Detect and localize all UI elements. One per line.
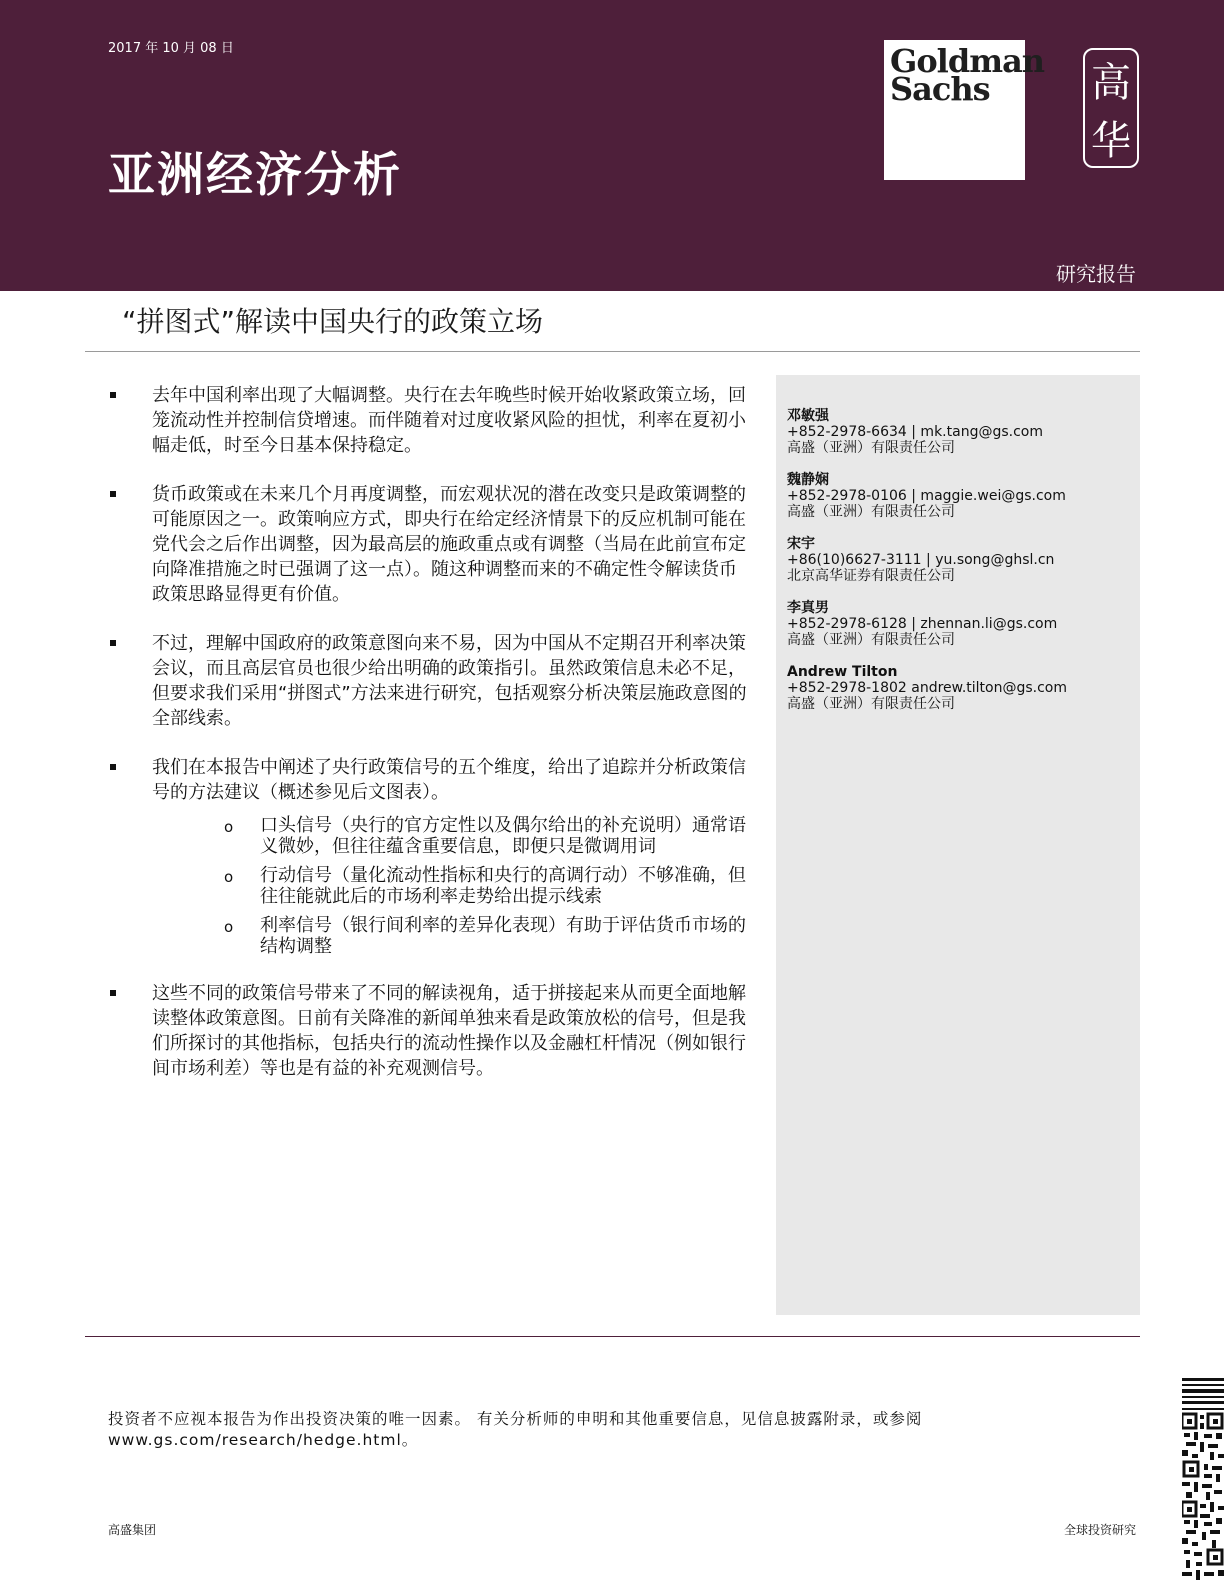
analyst-phone-email[interactable]: +852-2978-6634 | mk.tang@gs.com — [787, 424, 1043, 440]
analyst-company: 高盛（亚洲）有限责任公司 — [787, 696, 955, 712]
disclaimer-text: 投资者不应视本报告为作出投资决策的唯一因素。 有关分析师的申明和其他重要信息，见信息披露附录，或参阅www.gs.com/research/hedge.html。 — [108, 1410, 923, 1449]
analyst-name: 宋宇 — [787, 536, 815, 552]
bullet-square-icon — [110, 392, 116, 398]
circle-bullet-icon: o — [224, 818, 234, 836]
sub-bullet-text: 口头信号（央行的官方定性以及偶尔给出的补充说明）通常语义微妙，但往往蕴含重要信息，即便只是微调用词 — [260, 815, 746, 857]
analyst-phone-email[interactable]: +852-2978-0106 | maggie.wei@gs.com — [787, 488, 1066, 504]
bullet-square-icon — [110, 640, 116, 646]
seal-char-1: 高 — [1091, 59, 1131, 106]
bullet-text: 货币政策或在未来几个月再度调整，而宏观状况的潜在改变只是政策调整的可能原因之一。政策响应方式，即央行在给定经济情景下的反应机制可能在党代会之后作出调整，因为最高层的施政重点或有调整（当局在此前宣布定向降准措施之时已强调了这一点）。随这种调整而来的不确定性令解读货币政策思路显得更有价值。 — [152, 484, 746, 605]
footer-division: 全球投资研究 — [1063, 1523, 1136, 1537]
bullet-text: 不过，理解中国政府的政策意图向来不易，因为中国从不定期召开利率决策会议，而且高层官员也很少给出明确的政策指引。虽然政策信息未必不足，但要求我们采用“拼图式”方法来进行研究，包括观察分析决策层施政意图的全部线索。 — [152, 633, 747, 729]
analyst-contact — [787, 536, 1054, 584]
sub-bullet-item — [152, 865, 748, 907]
bullet-item — [108, 482, 748, 607]
circle-bullet-icon: o — [224, 918, 234, 936]
bullet-item — [108, 755, 748, 957]
analyst-contact — [787, 664, 1067, 712]
analyst-company: 高盛（亚洲）有限责任公司 — [787, 440, 955, 456]
analyst-company: 高盛（亚洲）有限责任公司 — [787, 632, 955, 648]
analyst-phone-email[interactable]: +852-2978-6128 | zhennan.li@gs.com — [787, 616, 1058, 632]
qr-code-icon — [1182, 1378, 1224, 1584]
bullet-square-icon — [110, 990, 116, 996]
gao-hua-seal-logo — [1083, 48, 1139, 168]
circle-bullet-icon: o — [224, 868, 234, 886]
analyst-contact — [787, 408, 1043, 456]
title-divider — [85, 351, 1140, 352]
bullet-text: 去年中国利率出现了大幅调整。央行在去年晚些时候开始收紧政策立场，回笼流动性并控制信贷增速。而伴随着对过度收紧风险的担忧，利率在夏初小幅走低，时至今日基本保持稳定。 — [152, 385, 746, 456]
sub-bullet-text: 行动信号（量化流动性指标和央行的高调行动）不够准确，但往往能就此后的市场利率走势给出提示线索 — [260, 865, 746, 907]
analyst-contacts-panel — [776, 375, 1140, 1315]
sub-bullet-text: 利率信号（银行间利率的差异化表现）有助于评估货币市场的结构调整 — [260, 915, 746, 957]
footer-company: 高盛集团 — [108, 1523, 157, 1537]
report-date: 2017 年 10 月 08 日 — [108, 41, 234, 56]
analyst-company: 高盛（亚洲）有限责任公司 — [787, 504, 955, 520]
bullet-square-icon — [110, 491, 116, 497]
document-title: “拼图式”解读中国央行的政策立场 — [122, 305, 544, 338]
analyst-name: Andrew Tilton — [787, 664, 898, 680]
analyst-company: 北京高华证券有限责任公司 — [787, 568, 955, 584]
goldman-sachs-logo — [884, 40, 1045, 180]
analyst-contact — [787, 472, 1066, 520]
bullet-item — [108, 631, 748, 731]
analyst-name: 李真男 — [787, 600, 829, 616]
bullet-item — [108, 383, 748, 458]
analyst-contact — [787, 600, 1057, 648]
footer-divider — [85, 1336, 1140, 1337]
analyst-name: 邓敏强 — [787, 408, 829, 424]
bullet-item — [108, 981, 748, 1081]
seal-char-2: 华 — [1091, 117, 1131, 164]
summary-bullets — [108, 383, 748, 1105]
bullet-text: 我们在本报告中阐述了央行政策信号的五个维度，给出了追踪并分析政策信号的方法建议（概述参见后文图表）。 — [152, 757, 746, 803]
logo-line-1: Goldman — [890, 42, 1045, 80]
series-title: 亚洲经济分析 — [108, 148, 402, 203]
header-banner — [0, 0, 1224, 291]
analyst-phone-email[interactable]: +852-2978-1802 andrew.tilton@gs.com — [787, 680, 1068, 696]
bullet-text: 这些不同的政策信号带来了不同的解读视角，适于拼接起来从而更全面地解读整体政策意图。日前有关降准的新闻单独来看是政策放松的信号，但是我们所探讨的其他指标，包括央行的流动性操作以及金融杠杆情况（例如银行间市场利差）等也是有益的补充观测信号。 — [152, 983, 746, 1079]
analyst-name: 魏静娴 — [787, 472, 829, 488]
analyst-phone-email[interactable]: +86(10)6627-3111 | yu.song@ghsl.cn — [787, 552, 1055, 568]
logo-line-2: Sachs — [890, 70, 990, 108]
report-type-label: 研究报告 — [1056, 262, 1136, 286]
sub-bullet-item — [152, 915, 748, 957]
bullet-square-icon — [110, 764, 116, 770]
sub-bullet-item — [152, 815, 748, 857]
